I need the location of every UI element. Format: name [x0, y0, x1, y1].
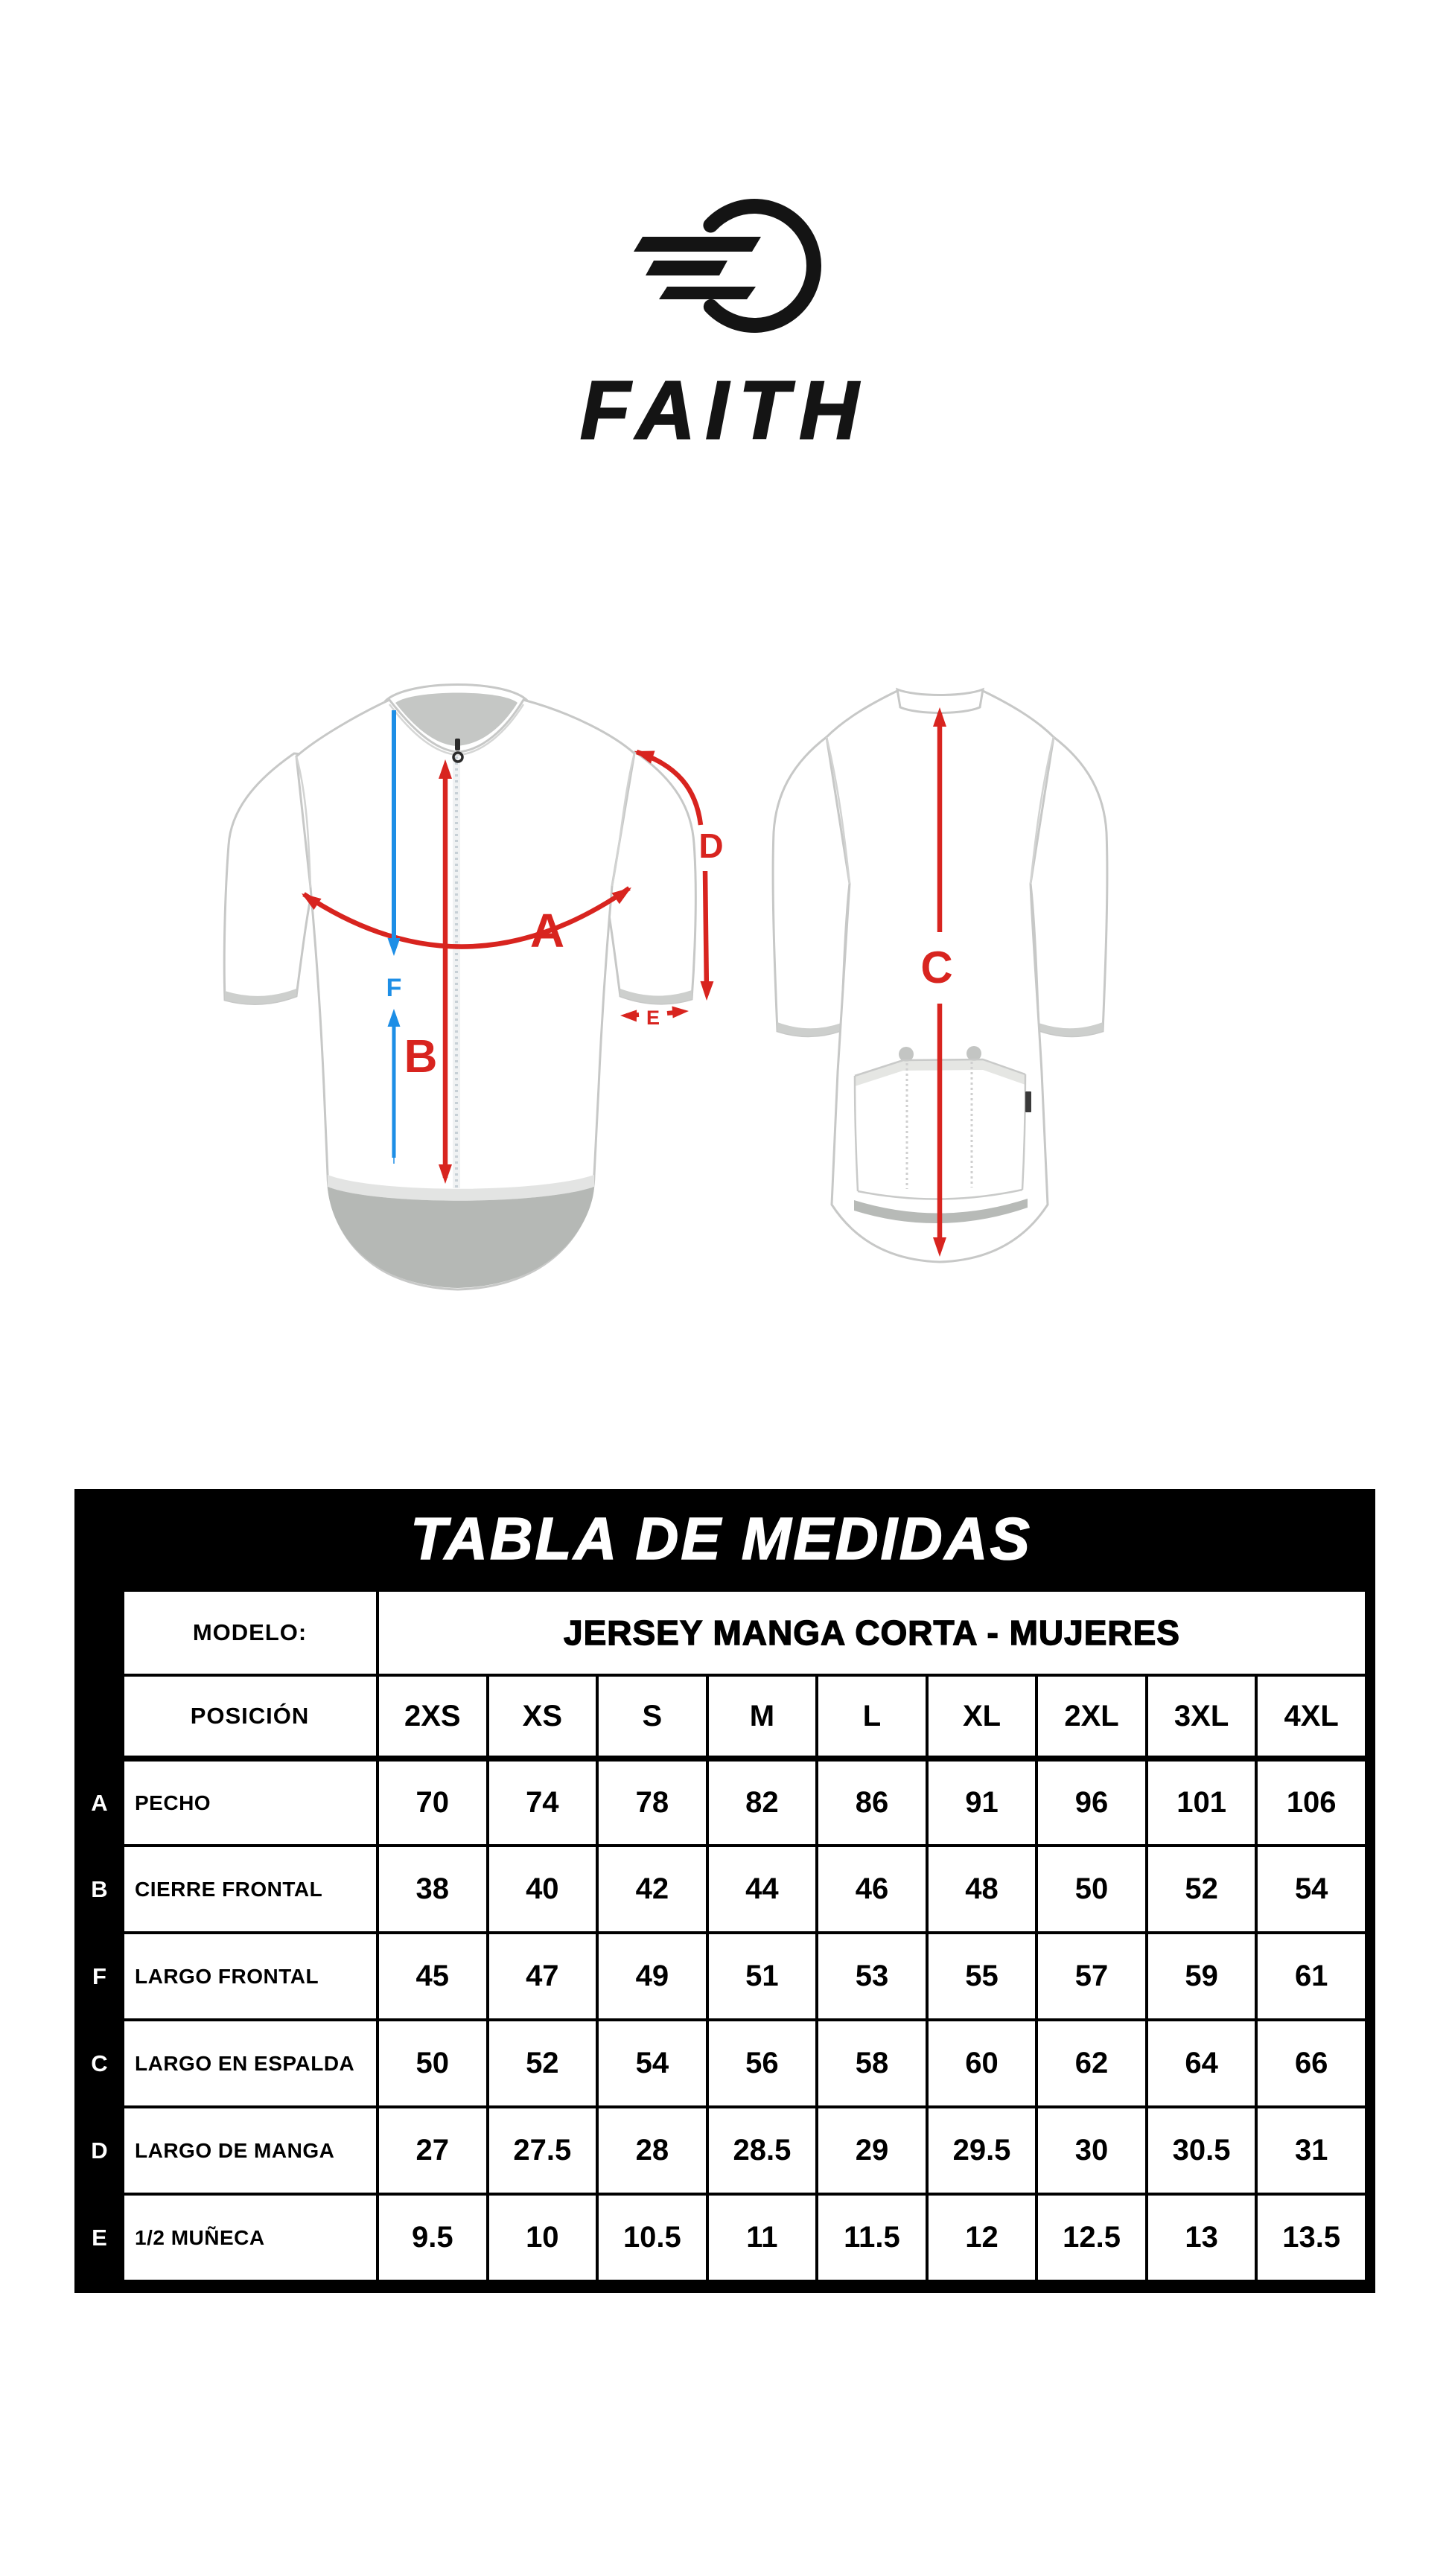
measurement-value: 78 [597, 1759, 707, 1846]
measure-label-E: E [646, 1007, 660, 1029]
measurement-value: 46 [817, 1846, 927, 1933]
measurement-row [76, 2107, 1366, 2194]
measurement-value: 13.5 [1256, 2194, 1366, 2281]
row-label: LARGO FRONTAL [123, 1933, 378, 2020]
measurement-value: 53 [817, 1933, 927, 2020]
model-value: JERSEY MANGA CORTA - MUJERES [378, 1590, 1366, 1675]
measurement-value: 47 [488, 1933, 598, 2020]
row-letter: B [76, 1846, 123, 1933]
measurement-value: 27.5 [488, 2107, 598, 2194]
measurement-value: 55 [927, 1933, 1037, 2020]
measurement-value: 42 [597, 1846, 707, 1933]
measurement-value: 11.5 [817, 2194, 927, 2281]
measure-label-A: A [529, 904, 565, 957]
measure-label-B: B [404, 1031, 438, 1083]
row-label: 1/2 MUÑECA [123, 2194, 378, 2281]
size-header-cell: XS [488, 1675, 598, 1759]
measurement-value: 49 [597, 1933, 707, 2020]
row-label: CIERRE FRONTAL [123, 1846, 378, 1933]
measurement-value: 66 [1256, 2020, 1366, 2107]
measurement-value: 12.5 [1036, 2194, 1147, 2281]
row-letter: E [76, 2194, 123, 2281]
measurement-value: 96 [1036, 1759, 1147, 1846]
measure-arrow-half-wrist-E [620, 1005, 690, 1029]
row-letter: A [76, 1759, 123, 1846]
measurement-value: 9.5 [378, 2194, 488, 2281]
zipper-pull [455, 739, 460, 750]
measurement-row [76, 2194, 1366, 2281]
measurement-row [76, 1933, 1366, 2020]
size-table-grid [74, 1589, 1368, 2283]
size-header-cell: XL [927, 1675, 1037, 1759]
size-header-cell: L [817, 1675, 927, 1759]
measurement-value: 31 [1256, 2107, 1366, 2194]
row-letter: D [76, 2107, 123, 2194]
measurement-row [76, 1846, 1366, 1933]
measurement-value: 59 [1147, 1933, 1257, 2020]
brand-wordmark: FAITH [580, 365, 869, 456]
measurement-value: 82 [707, 1759, 818, 1846]
measure-label-C: C [920, 943, 953, 992]
measurement-value: 10.5 [597, 2194, 707, 2281]
back-pocket-tag [1025, 1091, 1031, 1112]
measurement-value: 10 [488, 2194, 598, 2281]
position-header-row [76, 1675, 1366, 1759]
measurement-value: 29 [817, 2107, 927, 2194]
logo-speed-bar-1 [634, 237, 761, 252]
measurement-value: 12 [927, 2194, 1037, 2281]
size-header-cell: M [707, 1675, 818, 1759]
row-label: LARGO DE MANGA [123, 2107, 378, 2194]
jersey-back-diagram [741, 670, 1128, 1273]
row-label: LARGO EN ESPALDA [123, 2020, 378, 2107]
measurement-value: 50 [378, 2020, 488, 2107]
measurement-row [76, 2020, 1366, 2107]
position-label: POSICIÓN [123, 1675, 378, 1759]
measurement-value: 101 [1147, 1759, 1257, 1846]
letter-strip-cell [76, 1675, 123, 1759]
size-header-cell: S [597, 1675, 707, 1759]
measurement-value: 50 [1036, 1846, 1147, 1933]
measurement-value: 70 [378, 1759, 488, 1846]
measurement-value: 57 [1036, 1933, 1147, 2020]
measurement-row [76, 1759, 1366, 1846]
size-header-cell: 3XL [1147, 1675, 1257, 1759]
measurement-value: 91 [927, 1759, 1037, 1846]
size-header-cell: 4XL [1256, 1675, 1366, 1759]
measurement-value: 106 [1256, 1759, 1366, 1846]
front-hem-dark [328, 1187, 594, 1288]
jersey-front-diagram [190, 670, 726, 1310]
measure-label-D: D [698, 826, 724, 865]
measurement-value: 30.5 [1147, 2107, 1257, 2194]
row-letter: C [76, 2020, 123, 2107]
measurement-value: 38 [378, 1846, 488, 1933]
row-label: PECHO [123, 1759, 378, 1846]
measurement-value: 30 [1036, 2107, 1147, 2194]
measurement-value: 44 [707, 1846, 818, 1933]
logo-speed-bar-2 [646, 261, 727, 275]
measurement-value: 58 [817, 2020, 927, 2107]
measurement-value: 27 [378, 2107, 488, 2194]
measurement-value: 86 [817, 1759, 927, 1846]
size-table [74, 1489, 1375, 2293]
measurement-value: 51 [707, 1933, 818, 2020]
measurement-value: 40 [488, 1846, 598, 1933]
measurement-value: 52 [1147, 1846, 1257, 1933]
measurement-value: 61 [1256, 1933, 1366, 2020]
size-header-cell: 2XS [378, 1675, 488, 1759]
measurement-value: 62 [1036, 2020, 1147, 2107]
measurement-value: 28.5 [707, 2107, 818, 2194]
measurement-value: 54 [597, 2020, 707, 2107]
measurement-value: 64 [1147, 2020, 1257, 2107]
size-header-cell: 2XL [1036, 1675, 1147, 1759]
brand-logo-icon [618, 186, 841, 350]
measure-label-F: F [386, 974, 402, 1002]
table-title: TABLA DE MEDIDAS [410, 1505, 1032, 1572]
model-label: MODELO: [123, 1590, 378, 1675]
measurement-value: 48 [927, 1846, 1037, 1933]
measurement-value: 28 [597, 2107, 707, 2194]
measurement-value: 56 [707, 2020, 818, 2107]
logo-speed-bar-3 [659, 287, 756, 299]
measurement-value: 54 [1256, 1846, 1366, 1933]
measurement-value: 29.5 [927, 2107, 1037, 2194]
measurement-value: 52 [488, 2020, 598, 2107]
measurement-value: 60 [927, 2020, 1037, 2107]
measurement-value: 13 [1147, 2194, 1257, 2281]
measurement-value: 74 [488, 1759, 598, 1846]
measurement-value: 45 [378, 1933, 488, 2020]
letter-strip-cell [76, 1590, 123, 1675]
row-letter: F [76, 1933, 123, 2020]
measurement-value: 11 [707, 2194, 818, 2281]
model-row [76, 1590, 1366, 1675]
